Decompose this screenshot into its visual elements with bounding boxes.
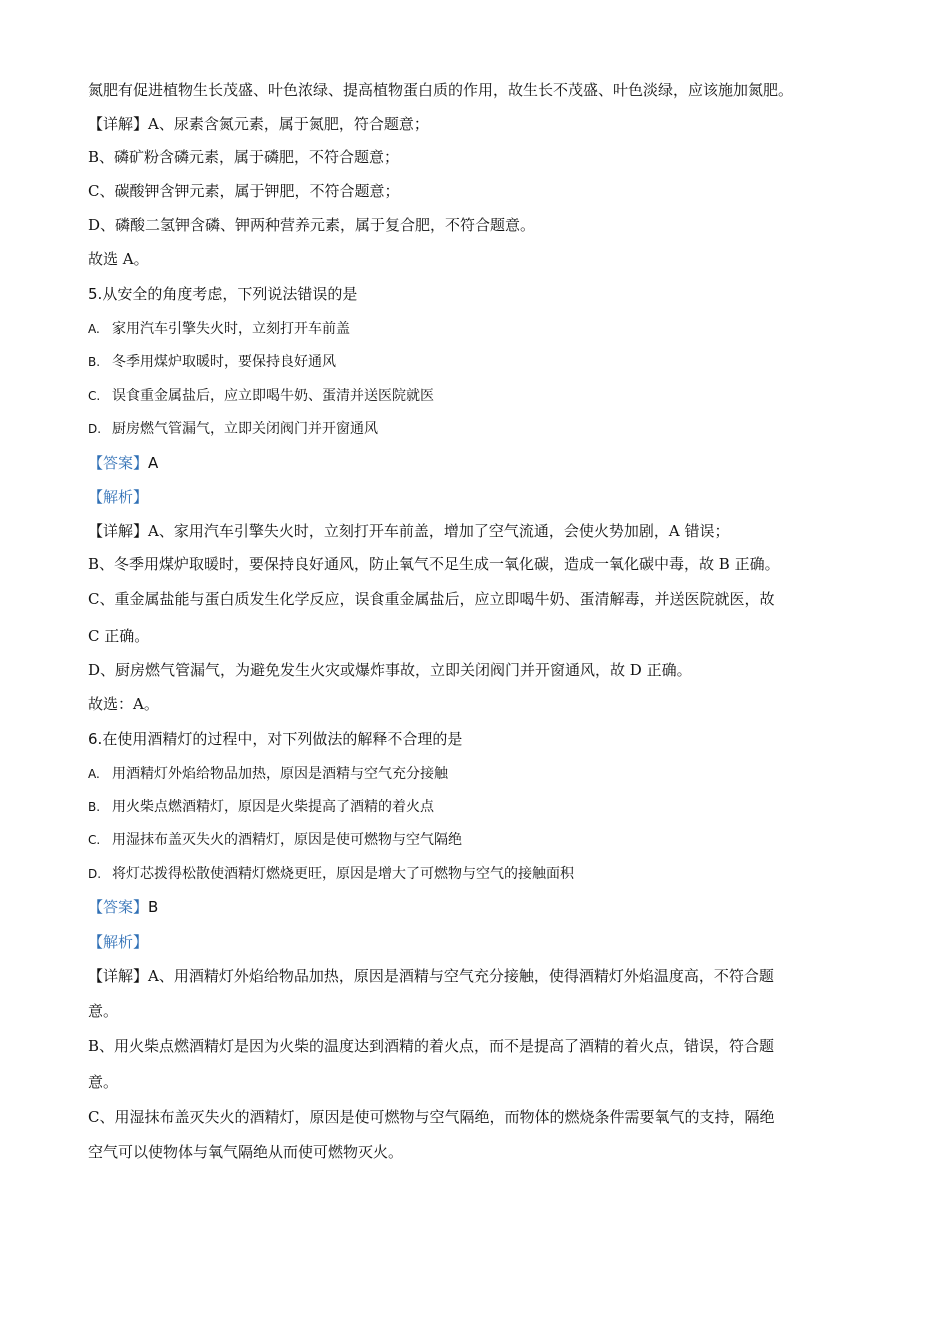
option-letter: D. <box>88 867 102 881</box>
option-letter: A. <box>88 767 100 781</box>
option-letter: D. <box>88 422 102 436</box>
question-6-detail-line: B、用火柴点燃酒精灯是因为火柴的温度达到酒精的着火点，而不是提高了酒精的着火点，错误，符合题 <box>88 1037 775 1055</box>
prev-detail-line: C、碳酸钾含钾元素，属于钾肥，不符合题意； <box>88 182 400 200</box>
option-text: 厨房燃气管漏气，立即关闭阀门并开窗通风 <box>112 421 378 437</box>
question-number: 5. <box>88 285 103 303</box>
question-5-conclusion: 故选：A。 <box>88 695 159 713</box>
prev-detail-line <box>88 114 429 134</box>
question-6-detail-line: 意。 <box>88 1073 119 1091</box>
option-text: 用湿抹布盖灭失火的酒精灯，原因是使可燃物与空气隔绝 <box>112 832 462 848</box>
prev-explanation-line: 氮肥有促进植物生长茂盛、叶色浓绿、提高植物蛋白质的作用，故生长不茂盛、叶色淡绿，应该施加氮肥。 <box>88 81 794 99</box>
question-5-detail-line <box>88 521 729 541</box>
question-5-detail-line: D、厨房燃气管漏气，为避免发生火灾或爆炸事故，立即关闭阀门并开窗通风，故 D 正确。 <box>88 661 692 679</box>
question-5-detail-line: C 正确。 <box>88 627 150 645</box>
option-letter: C. <box>88 389 101 403</box>
question-5-detail-line: C、重金属盐能与蛋白质发生化学反应，误食重金属盐后，应立即喝牛奶、蛋清解毒，并送医院就医，故 <box>88 590 775 608</box>
question-6-stem <box>88 729 462 749</box>
question-6-analysis-label: 【解析】 <box>88 933 149 951</box>
question-6-option-a <box>88 764 448 784</box>
question-6-answer <box>88 897 158 917</box>
option-text: 用火柴点燃酒精灯，原因是火柴提高了酒精的着火点 <box>112 799 434 815</box>
detail-label: 【详解】 <box>88 115 149 133</box>
detail-text: A、用酒精灯外焰给物品加热，原因是酒精与空气充分接触，使得酒精灯外焰温度高，不符合题 <box>148 967 774 985</box>
question-5-option-b <box>88 352 336 372</box>
question-5-answer <box>88 453 158 473</box>
question-6-detail-line: C、用湿抹布盖灭失火的酒精灯，原因是使可燃物与空气隔绝，而物体的燃烧条件需要氧气的支持，隔绝 <box>88 1108 775 1126</box>
detail-text: A、家用汽车引擎失火时，立刻打开车前盖，增加了空气流通，会使火势加剧，A 错误； <box>148 522 730 540</box>
detail-text: A、尿素含氮元素，属于氮肥，符合题意； <box>148 115 429 133</box>
option-letter: A. <box>88 322 100 336</box>
answer-value: A <box>148 454 159 472</box>
option-letter: B. <box>88 800 101 814</box>
option-text: 误食重金属盐后，应立即喝牛奶、蛋清并送医院就医 <box>112 388 434 404</box>
option-text: 家用汽车引擎失火时，立刻打开车前盖 <box>112 321 350 337</box>
question-5-stem <box>88 284 357 304</box>
question-6-option-d <box>88 864 574 884</box>
question-5-analysis-label: 【解析】 <box>88 488 149 506</box>
question-5-option-a <box>88 319 350 339</box>
option-text: 将灯芯拨得松散使酒精灯燃烧更旺，原因是增大了可燃物与空气的接触面积 <box>112 866 574 882</box>
answer-label: 【答案】 <box>88 454 149 472</box>
question-5-detail-line: B、冬季用煤炉取暖时，要保持良好通风，防止氧气不足生成一氧化碳，造成一氧化碳中毒，故 B 正确。 <box>88 555 780 573</box>
prev-conclusion: 故选 A。 <box>88 250 149 268</box>
question-6-detail-line: 空气可以使物体与氧气隔绝从而使可燃物灭火。 <box>88 1143 404 1161</box>
question-number: 6. <box>88 730 103 748</box>
question-6-detail-line: 意。 <box>88 1002 119 1020</box>
question-5-option-d <box>88 419 378 439</box>
question-6-option-c <box>88 830 462 850</box>
question-text: 在使用酒精灯的过程中，对下列做法的解释不合理的是 <box>102 730 463 748</box>
option-text: 用酒精灯外焰给物品加热，原因是酒精与空气充分接触 <box>112 766 448 782</box>
question-6-detail-line <box>88 966 774 986</box>
detail-label: 【详解】 <box>88 967 149 985</box>
question-6-option-b <box>88 797 434 817</box>
detail-label: 【详解】 <box>88 522 149 540</box>
prev-detail-line: D、磷酸二氢钾含磷、钾两种营养元素，属于复合肥，不符合题意。 <box>88 216 536 234</box>
answer-label: 【答案】 <box>88 898 149 916</box>
question-text: 从安全的角度考虑，下列说法错误的是 <box>102 285 358 303</box>
option-letter: C. <box>88 833 101 847</box>
option-letter: B. <box>88 355 101 369</box>
prev-detail-line: B、磷矿粉含磷元素，属于磷肥，不符合题意； <box>88 148 400 166</box>
option-text: 冬季用煤炉取暖时，要保持良好通风 <box>112 354 336 370</box>
answer-value: B <box>148 898 159 916</box>
question-5-option-c <box>88 386 434 406</box>
